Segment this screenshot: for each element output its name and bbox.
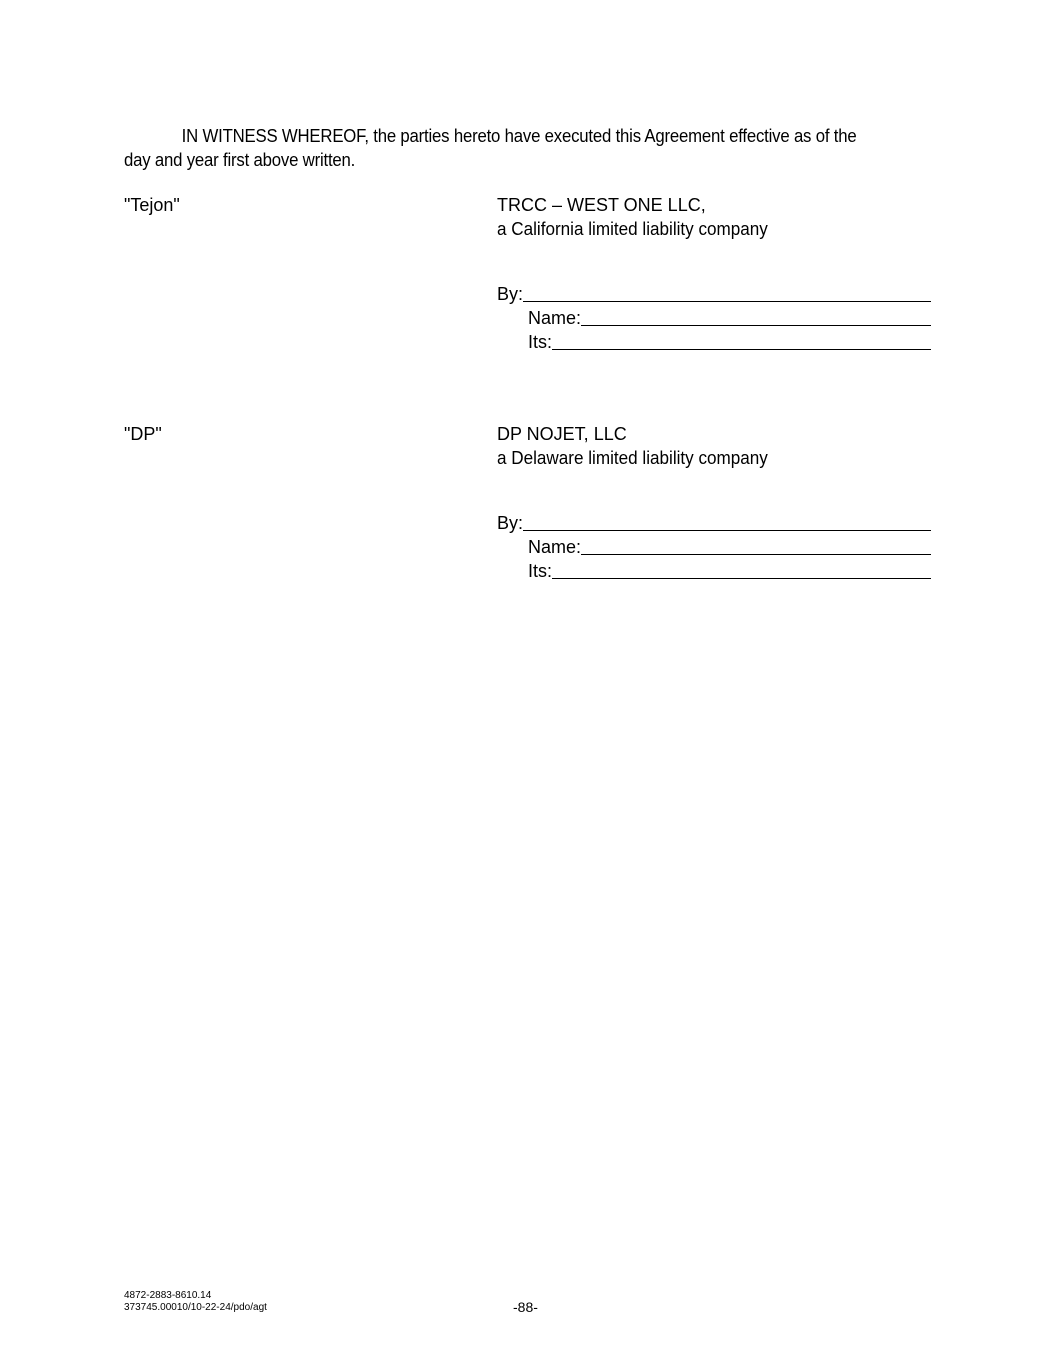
its-rule-tejon[interactable] bbox=[552, 331, 931, 350]
witness-clause-text: IN WITNESS WHEREOF, the parties hereto have executed this Agreement effective as of the day and year first above written. bbox=[124, 126, 857, 170]
entity-name-dp: DP NOJET, LLC bbox=[497, 424, 627, 444]
entity-description-tejon: a California limited liability company bbox=[497, 219, 768, 239]
name-rule-tejon[interactable] bbox=[581, 307, 931, 326]
entity-name-tejon: TRCC – WEST ONE LLC, bbox=[497, 195, 706, 215]
name-label-dp: Name: bbox=[528, 537, 582, 557]
footer-document-ids bbox=[124, 1290, 267, 1314]
footer-doc-id-1: 4872-2883-8610.14 bbox=[124, 1290, 212, 1301]
by-rule-dp[interactable] bbox=[523, 512, 931, 531]
entity-description-dp: a Delaware limited liability company bbox=[497, 448, 768, 468]
name-rule-dp[interactable] bbox=[581, 536, 931, 555]
signature-its-line-tejon[interactable] bbox=[528, 330, 931, 354]
by-label-tejon: By: bbox=[497, 284, 524, 304]
signature-by-line-tejon[interactable] bbox=[497, 282, 931, 306]
its-label-tejon: Its: bbox=[528, 332, 553, 352]
name-label-tejon: Name: bbox=[528, 308, 582, 328]
by-label-dp: By: bbox=[497, 513, 524, 533]
footer-doc-id-2: 373745.00010/10-22-24/pdo/agt bbox=[124, 1302, 267, 1313]
party-label-dp: "DP" bbox=[124, 424, 162, 444]
signature-name-line-dp[interactable] bbox=[528, 535, 931, 559]
signature-by-line-dp[interactable] bbox=[497, 511, 931, 535]
signature-name-line-tejon[interactable] bbox=[528, 306, 931, 330]
page-number: -88- bbox=[513, 1299, 538, 1315]
signature-its-line-dp[interactable] bbox=[528, 559, 931, 583]
its-label-dp: Its: bbox=[528, 561, 553, 581]
party-label-tejon: "Tejon" bbox=[124, 195, 180, 215]
entity-block-dp bbox=[497, 422, 782, 470]
its-rule-dp[interactable] bbox=[552, 560, 931, 579]
witness-clause bbox=[124, 124, 868, 172]
entity-block-tejon bbox=[497, 193, 782, 241]
by-rule-tejon[interactable] bbox=[523, 283, 931, 302]
